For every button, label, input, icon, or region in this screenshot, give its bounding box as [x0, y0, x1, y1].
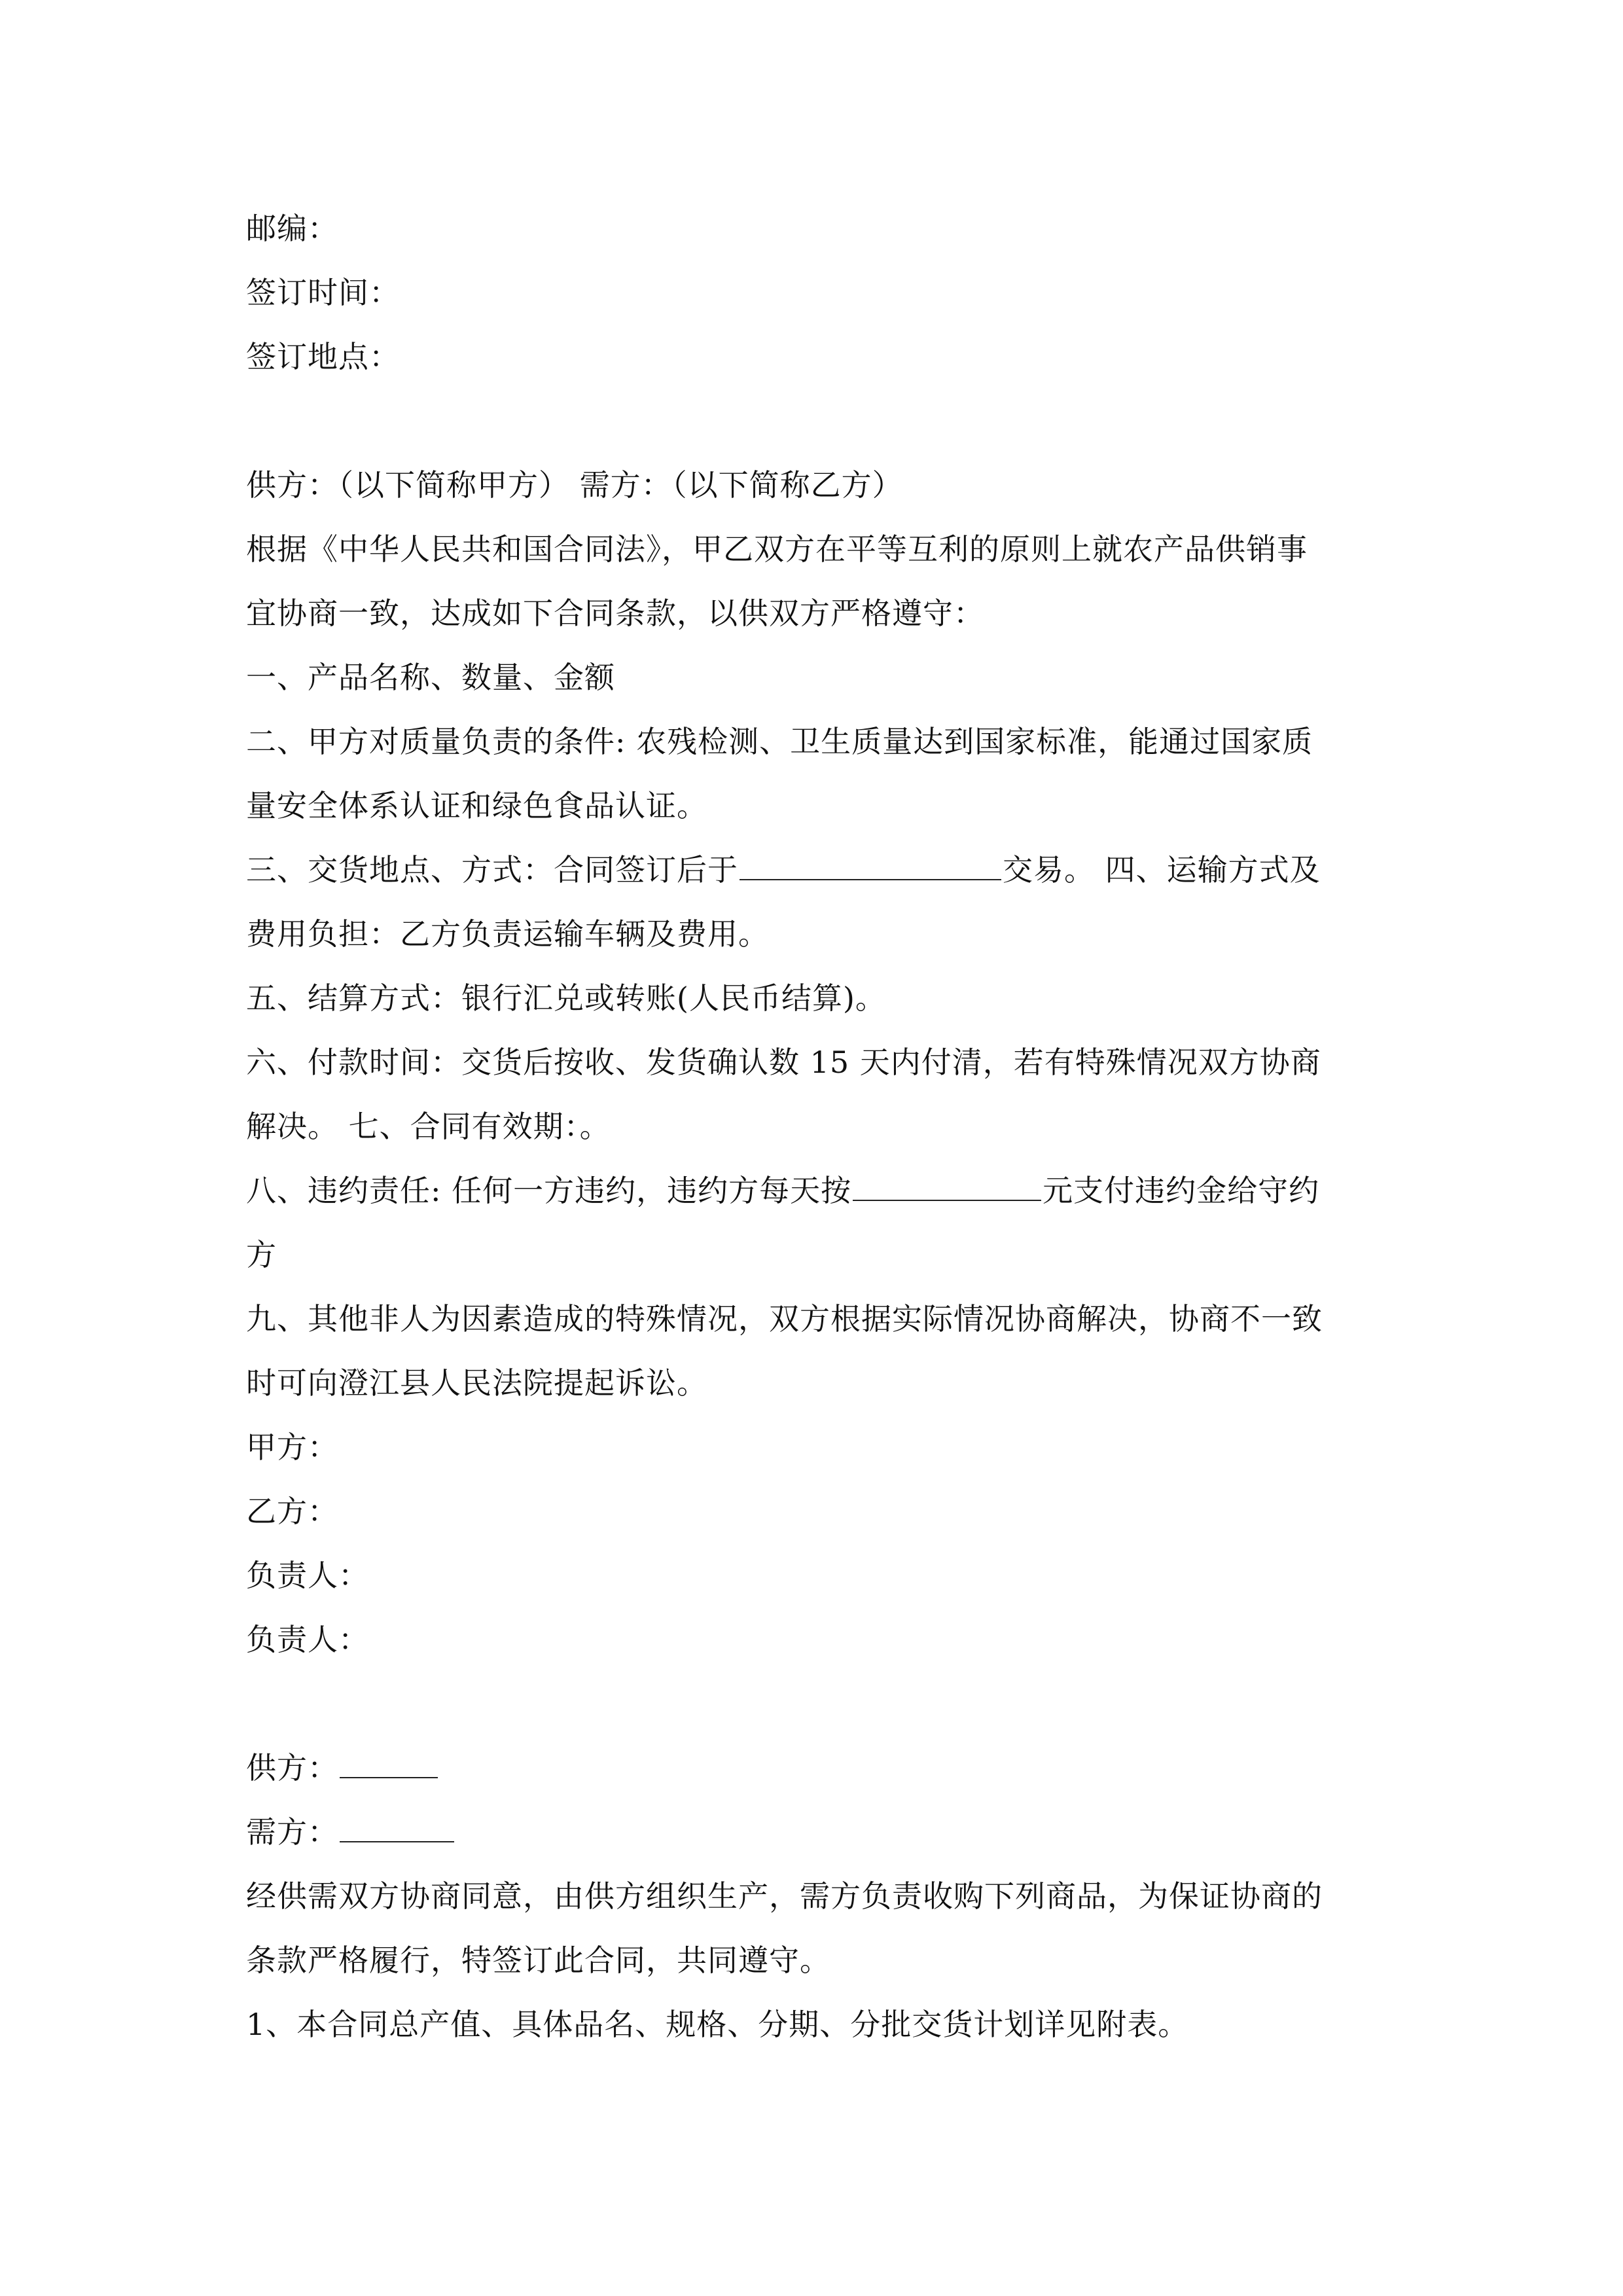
supplier-name-blank [340, 1744, 438, 1778]
supplier-line [246, 1736, 1385, 1800]
clause-6-line-2: 解决。 七、合同有效期：。 [246, 1109, 611, 1144]
clause-1: 一、产品名称、数量、金额 [246, 660, 615, 695]
spacer [246, 1672, 1385, 1736]
preamble-line-2: 宜协商一致，达成如下合同条款，以供双方严格遵守： [246, 596, 984, 631]
penalty-amount-blank [853, 1167, 1041, 1201]
party-a-signature: 甲方： [246, 1429, 338, 1465]
clause-2-line-2: 量安全体系认证和绿色食品认证。 [246, 788, 707, 823]
item-1: 1、本合同总产值、具体品名、规格、分期、分批交货计划详见附表。 [246, 2007, 1189, 2042]
clause-8-text-before: 八、违约责任: 任何一方违约，违约方每天按 [246, 1173, 852, 1208]
document-body [246, 196, 1385, 2056]
intro-line-1: 经供需双方协商同意，由供方组织生产，需方负责收购下列商品，为保证协商的 [246, 1878, 1323, 1914]
clause-8-line-2: 方 [246, 1237, 277, 1272]
clause-3-text-before: 三、交货地点、方式：合同签订后于 [246, 852, 738, 888]
spacer [246, 389, 1385, 453]
postcode-field: 邮编： [246, 211, 338, 246]
buyer-label: 需方： [246, 1814, 338, 1850]
delivery-date-blank [740, 846, 1001, 880]
buyer-name-blank [340, 1808, 454, 1842]
sign-time-field: 签订时间： [246, 275, 400, 310]
clause-9-line-1: 九、其他非人为因素造成的特殊情况，双方根据实际情况协商解决，协商不一致 [246, 1301, 1323, 1336]
clause-3-text-after: 交易。 四、运输方式及 [1003, 852, 1321, 888]
buyer-line [246, 1800, 1385, 1864]
clause-3-line-1 [246, 838, 1385, 902]
clause-9-line-2: 时可向澄江县人民法院提起诉讼。 [246, 1365, 707, 1401]
supplier-label: 供方： [246, 1750, 338, 1785]
responsible-a-signature: 负责人： [246, 1558, 369, 1593]
clause-4-line: 费用负担：乙方负责运输车辆及费用。 [246, 916, 769, 952]
clause-8-text-after: 元支付违约金给守约 [1043, 1173, 1320, 1208]
clause-6-line-1: 六、付款时间：交货后按收、发货确认数 15 天内付清，若有特殊情况双方协商 [246, 1045, 1321, 1080]
sign-place-field: 签订地点： [246, 339, 400, 374]
preamble-line-1: 根据《中华人民共和国合同法》，甲乙双方在平等互利的原则上就农产品供销事 [246, 531, 1308, 567]
responsible-b-signature: 负责人： [246, 1622, 369, 1657]
clause-5: 五、结算方式：银行汇兑或转账(人民币结算)。 [246, 980, 886, 1016]
intro-line-2: 条款严格履行，特签订此合同，共同遵守。 [246, 1943, 830, 1978]
clause-2-line-1: 二、甲方对质量负责的条件: 农残检测、卫生质量达到国家标准，能通过国家质 [246, 724, 1313, 759]
parties-line: 供方：（以下简称甲方） 需方：（以下简称乙方） [246, 467, 903, 503]
party-b-signature: 乙方： [246, 1494, 338, 1529]
clause-8-line-1 [246, 1158, 1385, 1223]
